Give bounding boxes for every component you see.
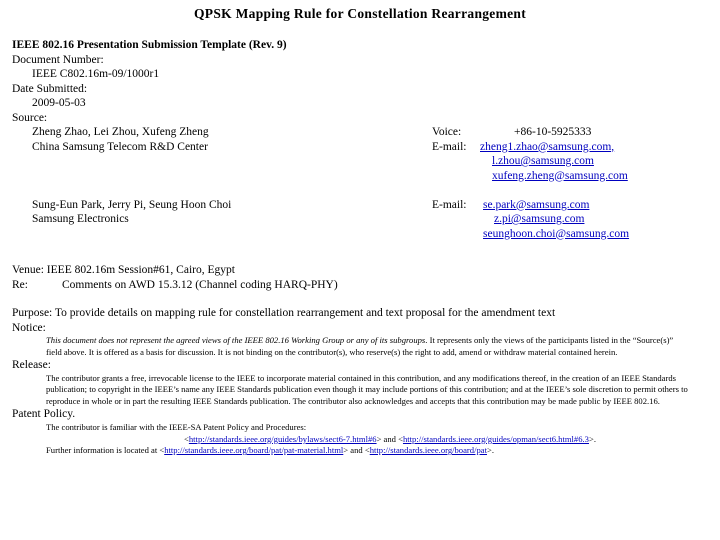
page-title: QPSK Mapping Rule for Constellation Rearrangement <box>193 6 527 21</box>
email-link[interactable]: seunghoon.choi@samsung.com <box>483 227 630 240</box>
email-link[interactable]: z.pi@samsung.com <box>494 213 585 225</box>
email-link[interactable]: zheng1.zhao@samsung.com, <box>480 140 615 153</box>
table-row <box>12 212 708 227</box>
spacer-cell <box>432 212 480 227</box>
template-header: IEEE 802.16 Presentation Submission Template (Rev. 9) <box>12 39 287 51</box>
notice-italic-text: This document does not represent the agreed views of the IEEE 802.16 Working Group or any of its subgroups <box>46 335 426 345</box>
re-value: Comments on AWD 15.3.12 (Channel coding HARQ-PHY) <box>61 278 338 291</box>
spacer-cell <box>432 183 480 198</box>
further-separator: > and < <box>343 445 370 456</box>
notice-rest-text: . It represents only the views of the participants listed in the “Source(s)” field above. It is offered as a basis for discussion. It is not binding on the contributor(s), who reserve(s) the right to add, amend or withdraw material contained herein. <box>46 335 674 357</box>
contact-1-voice-value <box>480 125 708 140</box>
further-close-bracket: >. <box>486 445 494 456</box>
pat-material-link[interactable]: http://standards.ieee.org/board/pat/pat-material.html <box>164 445 344 456</box>
venue-block <box>0 263 720 292</box>
contact-1-email-2-cell <box>480 154 708 169</box>
table-row <box>12 140 708 155</box>
date-submitted-value: 2009-05-03 <box>32 97 86 109</box>
further-info-prefix: Further information is located at < <box>46 445 165 456</box>
notice-paragraph <box>12 335 708 358</box>
contact-1-affiliation: China Samsung Telecom R&D Center <box>32 140 208 153</box>
contact-1-voice-number: +86-10-5925333 <box>514 126 592 138</box>
table-row <box>12 227 708 242</box>
contact-2-email-2-cell <box>480 212 708 227</box>
release-paragraph: The contributor grants a free, irrevocable license to the IEEE to incorporate material contained in this contribution, and any modifications thereof, in the creation of an IEEE Standards publication; to copyright in the IEEE’s name any IEEE Standards publication even though it may include portions of this contribution; and at the IEEE’s sole discretion to permit others to reproduce in whole or in part the resulting IEEE Standards publication. The contributor also acknowledges and accepts that this contribution may be made public by IEEE 802.16. <box>46 372 688 406</box>
purpose-notice-block <box>0 306 720 457</box>
source-label: Source: <box>12 111 48 124</box>
spacer-cell <box>12 169 432 184</box>
email-link[interactable]: l.zhou@samsung.com <box>492 155 594 167</box>
table-row <box>12 169 708 184</box>
contact-1-names: Zheng Zhao, Lei Zhou, Xufeng Zheng <box>32 126 209 138</box>
patent-policy-label: Patent Policy. <box>12 408 76 421</box>
source-contacts-table <box>12 125 708 241</box>
opman-link[interactable]: http://standards.ieee.org/guides/opman/sect6.html#6.3 <box>402 433 589 444</box>
spacer-cell <box>12 183 432 198</box>
re-line <box>12 278 708 293</box>
link-open-bracket: < <box>184 433 189 444</box>
document-number-label: Document Number: <box>12 53 104 66</box>
table-row-spacer <box>12 183 708 198</box>
spacer-cell <box>12 227 432 242</box>
spacer-cell <box>432 154 480 169</box>
board-pat-link[interactable]: http://standards.ieee.org/board/pat <box>369 445 487 456</box>
venue-line: Venue: IEEE 802.16m Session#61, Cairo, Egypt <box>12 264 235 276</box>
contact-2-email-label: E-mail: <box>432 198 467 211</box>
patent-links-line-1 <box>12 434 708 446</box>
link-separator: > and < <box>376 433 403 444</box>
contact-1-email-label: E-mail: <box>432 140 467 153</box>
contact-1-email-1-cell <box>480 140 708 155</box>
contact-1-email-3-cell <box>480 169 708 184</box>
link-close-bracket: >. <box>588 433 596 444</box>
email-link[interactable]: xufeng.zheng@samsung.com <box>492 169 628 182</box>
contact-2-affiliation: Samsung Electronics <box>32 213 129 225</box>
spacer-cell <box>432 227 480 242</box>
purpose-line: Purpose: To provide details on mapping rule for constellation rearrangement and text proposal for the amendment text <box>12 307 556 319</box>
spacer-cell <box>432 169 480 184</box>
submission-header-block <box>0 38 720 241</box>
spacer-cell <box>480 183 708 198</box>
spacer-cell <box>12 154 432 169</box>
table-row <box>12 198 708 213</box>
re-label: Re: <box>12 278 28 291</box>
contact-2-email-1-cell <box>480 198 708 213</box>
patent-familiar-text: The contributor is familiar with the IEEE-SA Patent Policy and Procedures: <box>46 421 307 432</box>
notice-label: Notice: <box>12 321 46 334</box>
table-row <box>12 154 708 169</box>
contact-1-voice-label: Voice: <box>432 126 462 138</box>
contact-2-names: Sung-Eun Park, Jerry Pi, Seung Hoon Choi <box>32 198 232 211</box>
contact-2-email-3-cell <box>480 227 708 242</box>
patent-links-line-2 <box>12 445 708 457</box>
email-link[interactable]: se.park@samsung.com <box>483 198 590 211</box>
release-label: Release: <box>12 359 51 372</box>
table-row <box>12 125 708 140</box>
patent-policy-link[interactable]: http://standards.ieee.org/guides/bylaws/sect6-7.html#6 <box>188 433 377 444</box>
document-number-value: IEEE C802.16m-09/1000r1 <box>32 68 160 80</box>
date-submitted-label: Date Submitted: <box>12 82 88 95</box>
